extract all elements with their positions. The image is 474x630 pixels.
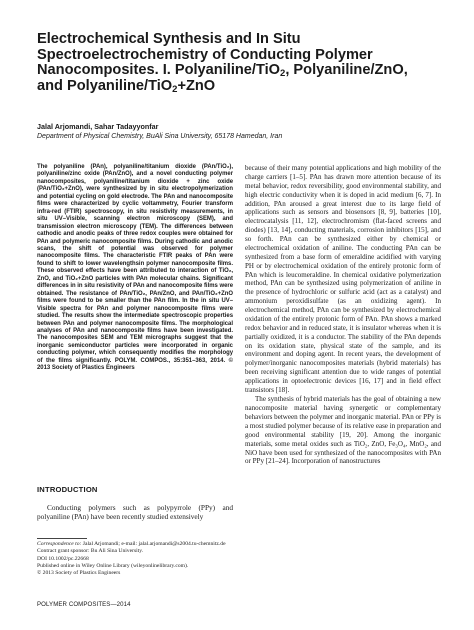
footnote-correspondence [37, 541, 237, 548]
article-title [37, 32, 457, 94]
right-column [245, 164, 441, 466]
title-line-3-part-b: , Polyaniline/ZnO, [285, 62, 408, 79]
title-line-4 [37, 79, 457, 95]
title-line-4-part-b: +ZnO [177, 77, 216, 94]
footnote-divider [37, 538, 87, 539]
page-footer: POLYMER COMPOSITES—2014 [37, 601, 131, 608]
right-paragraph-2: The synthesis of hybrid materials has the goal of obtaining a new nanocomposite material having synergetic or complementary behaviors between the polymer and inorganic material. PAn or PPy is a most studied polymer because of its relative ease in preparation and good environmental stability [19, 20]. Among the inorganic materials, some metal oxides such as TiO₂, ZnO, Fe₃O₄, MnO₂, and NiO have been used for synthesized of the nanocomposites with PAn or PPy [21–24]. Incorporation of nanostructures [245, 395, 441, 466]
correspondence-text: Jalal Arjomandi; e-mail: jalal.arjomandi@s2004.tu-chemnitz.de [82, 541, 226, 547]
title-line-3-subscript: 2 [280, 68, 286, 80]
title-line-3 [37, 63, 457, 79]
title-line-3-part-a: Nanocomposites. I. Polyaniline/TiO [37, 62, 281, 79]
right-paragraph-1: because of their many potential applications and high mobility of the charge carriers [1–5]. PAn has drawn more attention because of its metal behavior, redox reversibility, good environmental stability, and high electric conductivity when it is doped in acid medium [6, 7]. In addition, PAn aroused a great interest due to its large field of applications such as sensors and biosensors [8, 9], batteries [10], electrocatalysis [11, 12], electrochromism (flat-faced screens and diodes) [13, 14], conducting materials, corrosion inhibitors [15], and so forth. PAn can be synthesized either by chemical or electrochemical oxidation of aniline. The conducting PAn can be synthesized from a base form of emeraldine acidified with varying PH or by electrochemical oxidation of the entirely protonic form of PAn which is leucomeraldine. In chemical oxidative polymerization method, PAn can be synthesized using polymerization of aniline in the presence of hydrochloric or sulfuric acid (act as a catalyst) and ammonium peroxidisulfate (as an oxidizing agent). In electrochemical method, PAn can be synthesized by electrochemical oxidation of the entirely protonic form of PAn. PAn shows a marked redox behavior and in reduced state, it is insulator whereas when it is partially oxidized, it is a conductor. The stability of the PAn depends on its oxidation state, physical state of the sample, and its environment and doping agent. In recent years, the development of polymer/inorganic nanocomposites materials (hybrid materials) has been receiving significant attention due to wide ranges of potential applications in optoelectronic devices [16, 17] and in field effect transistors [18]. [245, 164, 441, 394]
title-line-4-part-a: and Polyaniline/TiO [37, 77, 173, 94]
footnote-copyright: © 2013 Society of Plastics Engineers [37, 570, 121, 577]
footnote-grant: Contract grant sponsor: Bu Ali Sina University. [37, 548, 144, 555]
footnote-published: Published online in Wiley Online Library (wileyonlinelibrary.com). [37, 562, 189, 569]
title-line-2: Spectroelectrochemistry of Conducting Polymer [37, 46, 373, 63]
correspondence-label: Correspondence to: [37, 541, 82, 547]
title-line-1: Electrochemical Synthesis and In Situ [37, 31, 301, 47]
title-line-4-subscript: 2 [172, 83, 178, 95]
footnote-doi: DOI 10.1002/pc.22668 [37, 555, 89, 562]
footnotes [37, 541, 237, 577]
intro-heading: INTRODUCTION [37, 485, 98, 494]
abstract: The polyaniline (PAn), polyaniline/titanium dioxide (PAn/TiO₂), polyaniline/zinc oxide (PAn/ZnO), and a novel conducting polymer nanocomposites, polyaniline/titanium dioxide + zinc oxide (PAn/TiO₂+ZnO), were synthesized by in situ electropolymerization and potential cycling on gold electrode. The PAn and nanocomposite films were characterized by cyclic voltammetry, Fourier transform infra-red (FTIR) spectroscopy, in situ resistivity measurements, in situ UV–Visible, scanning electron microscopy (SEM), and transmission electron microscopy (TEM). The differences between cathodic and anodic peaks of three redox couples were obtained for PAn and polymeric nanocomposite films. During cathodic and anodic scans, the shift of potential was observed for polymer nanocomposite films. The characteristic FTIR peaks of PAn were found to shift to lower wavelengthsin polymer nanocomposite films. These observed effects have been attributed to interaction of TiO₂, ZnO, and TiO₂+ZnO particles with PAn molecular chains. Significant differences in in situ resistivity of PAn and nanocomposite films were obtained. The resistance of PAn/TiO₂, PAn/ZnO, and PAn/TiO₂+ZnO films were found to be smaller than the PAn film. In the in situ UV–Visible spectra for PAn and polymer nanocomposite films were studied. The results show the intermediate spectroscopic properties between PAn and polymer nanocomposite films. The morphological analyses of PAn and nanocomposite films have been investigated. The nanocomposites SEM and TEM micrographs suggest that the inorganic semiconductor particles were incorporated in organic conducting polymer, which consequently modifies the morphology of the films significantly. POLYM. COMPOS., 35:351–363, 2014. © 2013 Society of Plastics Engineers [37, 164, 233, 372]
intro-paragraph: Conducting polymers such as polypyrrole (PPy) and polyaniline (PAn) have been recently studied extensively [37, 503, 233, 522]
affiliation: Department of Physical Chemistry, BuAli Sina University, 65178 Hamedan, Iran [37, 133, 283, 140]
authors: Jalal Arjomandi, Sahar Tadayyonfar [37, 122, 159, 131]
